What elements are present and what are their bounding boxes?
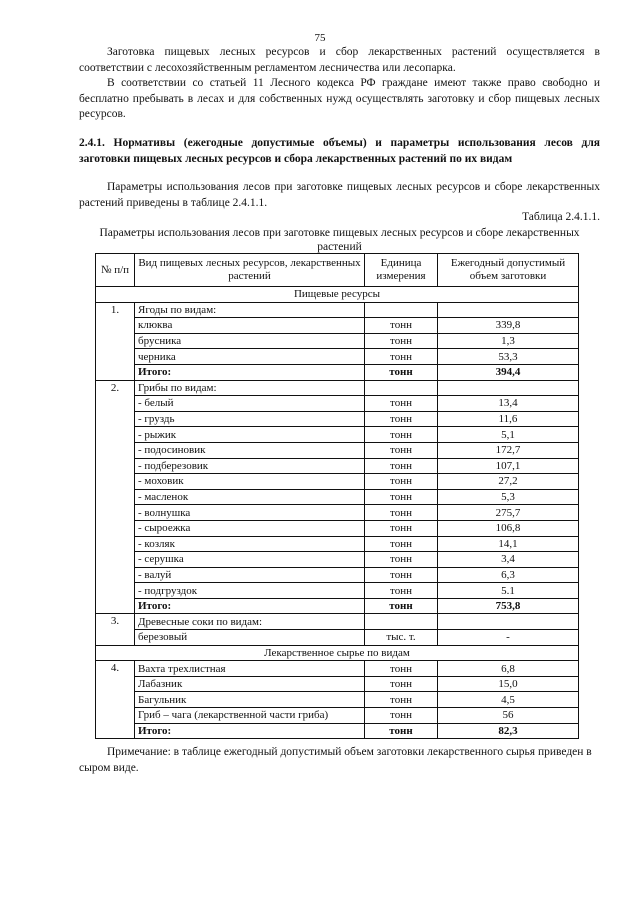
table-note: Примечание: в таблице ежегодный допустимый объем заготовки лекарственного сырья приведен в сыром виде. xyxy=(79,746,592,774)
table-row xyxy=(96,349,579,365)
volume: 6,8 xyxy=(438,661,579,677)
table-row xyxy=(96,520,579,536)
unit: тонн xyxy=(365,349,438,365)
table-row xyxy=(96,505,579,521)
total-volume: 753,8 xyxy=(438,598,579,614)
unit: тонн xyxy=(365,458,438,474)
paragraph-harvest: Заготовка пищевых лесных ресурсов и сбор лекарственных растений осуществляется в соответствии с лесохозяйственным регламентом лесничества или лесопарка. xyxy=(79,46,600,74)
volume: 15,0 xyxy=(438,676,579,692)
table-row xyxy=(96,427,579,443)
unit: тонн xyxy=(365,598,438,614)
section-row-food xyxy=(96,287,579,303)
total-row xyxy=(96,598,579,614)
volume: 172,7 xyxy=(438,442,579,458)
resource-name: - валуй xyxy=(135,567,365,583)
paragraph-intro: Параметры использования лесов при заготовке пищевых лесных ресурсов и сборе лекарственных растений приведены в таблице 2.4.1.1. xyxy=(79,181,600,209)
unit: тонн xyxy=(365,692,438,708)
resource-name: Гриб – чага (лекарственной части гриба) xyxy=(135,708,365,724)
unit: тыс. т. xyxy=(365,630,438,646)
volume: 275,7 xyxy=(438,505,579,521)
resource-name: березовый xyxy=(135,630,365,646)
table-row xyxy=(96,583,579,599)
volume: 56 xyxy=(438,708,579,724)
table-row xyxy=(96,614,579,630)
total-volume: 394,4 xyxy=(438,364,579,380)
resource-name: - груздь xyxy=(135,411,365,427)
table-row xyxy=(96,489,579,505)
resource-name: - моховик xyxy=(135,474,365,490)
row-number: 4. xyxy=(96,661,135,739)
section-medicinal-label: Лекарственное сырье по видам xyxy=(96,645,579,661)
resource-name: - подгруздок xyxy=(135,583,365,599)
unit: тонн xyxy=(365,505,438,521)
unit: тонн xyxy=(365,723,438,739)
table-row xyxy=(96,676,579,692)
resource-name: Лабазник xyxy=(135,676,365,692)
unit: тонн xyxy=(365,661,438,677)
group-title: Грибы по видам: xyxy=(135,380,365,396)
resource-name: - белый xyxy=(135,396,365,412)
volume: 13,4 xyxy=(438,396,579,412)
volume: 107,1 xyxy=(438,458,579,474)
header-resource-type: Вид пищевых лесных ресурсов, лекарственных растений xyxy=(135,254,365,287)
volume: 339,8 xyxy=(438,318,579,334)
group-title: Ягоды по видам: xyxy=(135,302,365,318)
table-title: Параметры использования лесов при заготовке пищевых лесных ресурсов и сборе лекарственных растений xyxy=(99,227,580,253)
resource-name: - сыроежка xyxy=(135,520,365,536)
table-row xyxy=(96,661,579,677)
unit: тонн xyxy=(365,396,438,412)
section-row-medicinal xyxy=(96,645,579,661)
resource-name: брусника xyxy=(135,333,365,349)
volume: 5.1 xyxy=(438,583,579,599)
unit: тонн xyxy=(365,567,438,583)
table-row xyxy=(96,302,579,318)
resource-name: - серушка xyxy=(135,552,365,568)
header-annual-volume: Ежегодный допустимый объем заготовки xyxy=(438,254,579,287)
unit: тонн xyxy=(365,708,438,724)
header-number: № п/п xyxy=(96,254,135,287)
resource-name: клюква xyxy=(135,318,365,334)
table-label: Таблица 2.4.1.1. xyxy=(522,211,600,223)
resource-name: черника xyxy=(135,349,365,365)
unit: тонн xyxy=(365,442,438,458)
table-row xyxy=(96,411,579,427)
resource-name: - волнушка xyxy=(135,505,365,521)
resource-name: - подосиновик xyxy=(135,442,365,458)
resource-name: - подберезовик xyxy=(135,458,365,474)
volume: 1,3 xyxy=(438,333,579,349)
table-row xyxy=(96,396,579,412)
unit: тонн xyxy=(365,364,438,380)
row-number: 3. xyxy=(96,614,135,645)
table-header-row xyxy=(96,254,579,287)
table-row xyxy=(96,567,579,583)
total-row xyxy=(96,723,579,739)
total-label: Итого: xyxy=(135,598,365,614)
volume: 106,8 xyxy=(438,520,579,536)
volume: 27,2 xyxy=(438,474,579,490)
resource-name: - масленок xyxy=(135,489,365,505)
unit: тонн xyxy=(365,520,438,536)
volume: - xyxy=(438,630,579,646)
table-row xyxy=(96,380,579,396)
unit: тонн xyxy=(365,427,438,443)
volume: 53,3 xyxy=(438,349,579,365)
unit: тонн xyxy=(365,489,438,505)
volume: 3,4 xyxy=(438,552,579,568)
section-heading: 2.4.1. Нормативы (ежегодные допустимые объемы) и параметры использования лесов для заготовки пищевых лесных ресурсов и сбора лекарственных растений по их видам xyxy=(79,137,600,165)
resource-name: Вахта трехлистная xyxy=(135,661,365,677)
table-row xyxy=(96,630,579,646)
unit: тонн xyxy=(365,552,438,568)
unit: тонн xyxy=(365,676,438,692)
table-row xyxy=(96,442,579,458)
resource-name: Багульник xyxy=(135,692,365,708)
unit: тонн xyxy=(365,333,438,349)
total-label: Итого: xyxy=(135,364,365,380)
page-number: 75 xyxy=(314,32,326,44)
table-row xyxy=(96,552,579,568)
unit: тонн xyxy=(365,536,438,552)
total-volume: 82,3 xyxy=(438,723,579,739)
header-unit: Единица измерения xyxy=(365,254,438,287)
resource-name: - рыжик xyxy=(135,427,365,443)
volume: 5,3 xyxy=(438,489,579,505)
row-number: 1. xyxy=(96,302,135,380)
volume: 5,1 xyxy=(438,427,579,443)
volume: 4,5 xyxy=(438,692,579,708)
resources-table xyxy=(95,253,579,739)
volume: 6,3 xyxy=(438,567,579,583)
table-row xyxy=(96,318,579,334)
volume: 11,6 xyxy=(438,411,579,427)
row-number: 2. xyxy=(96,380,135,614)
table-row xyxy=(96,333,579,349)
resource-name: - козляк xyxy=(135,536,365,552)
volume: 14,1 xyxy=(438,536,579,552)
unit: тонн xyxy=(365,411,438,427)
table-row xyxy=(96,536,579,552)
unit: тонн xyxy=(365,318,438,334)
paragraph-rights: В соответствии со статьей 11 Лесного кодекса РФ граждане имеют также право свободно и бесплатно пребывать в лесах и для собственных нужд осуществлять заготовку и сбор пищевых лесных ресурсов. xyxy=(79,77,600,120)
section-food-label: Пищевые ресурсы xyxy=(96,287,579,303)
group-title: Древесные соки по видам: xyxy=(135,614,365,630)
table-row xyxy=(96,692,579,708)
total-label: Итого: xyxy=(135,723,365,739)
unit: тонн xyxy=(365,474,438,490)
table-row xyxy=(96,474,579,490)
unit: тонн xyxy=(365,583,438,599)
table-row xyxy=(96,458,579,474)
table-row xyxy=(96,708,579,724)
total-row xyxy=(96,364,579,380)
